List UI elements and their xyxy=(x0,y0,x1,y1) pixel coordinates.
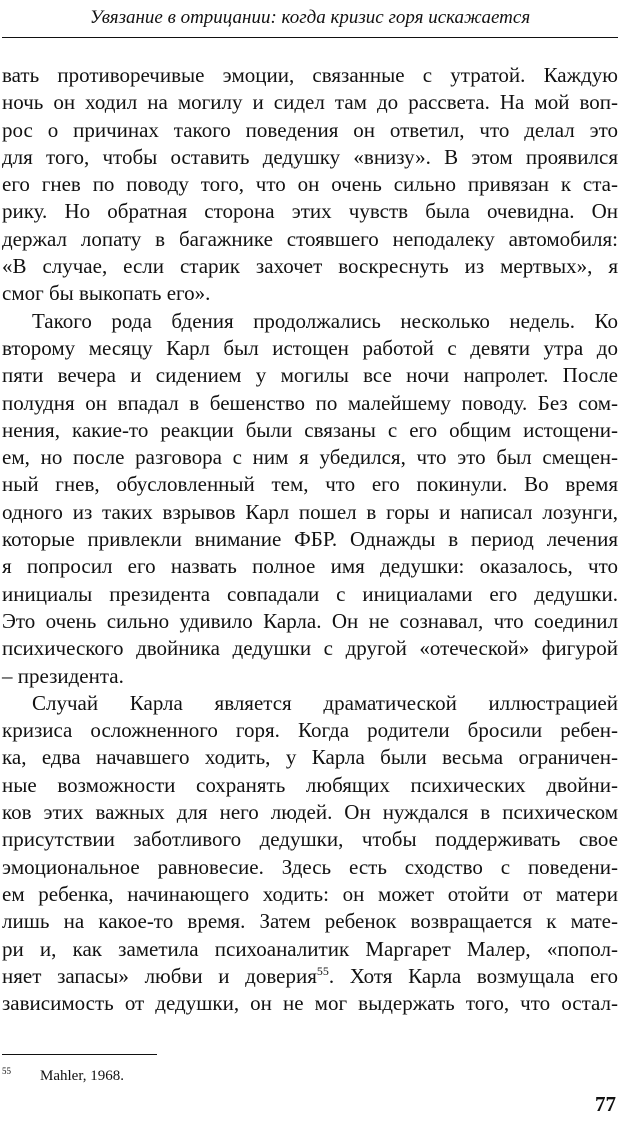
text-line-with-note xyxy=(2,963,618,990)
text-line: психического двойника дедушки с другой «отеческой» фигурой xyxy=(2,636,618,661)
text-line: второму месяцу Карл был истощен работой с девяти утра до xyxy=(2,335,618,360)
text-line: ные возможности сохранять любящих психических двойни- xyxy=(2,772,618,797)
text-line: я попросил его назвать полное имя дедушки: оказалось, что xyxy=(2,554,618,579)
text-line: рос о причинах такого поведения он ответил, что делал это xyxy=(2,117,618,142)
text-line: которые привлекли внимание ФБР. Однажды в период лечения xyxy=(2,527,618,552)
text-fragment: . Хотя Карла возмущала его xyxy=(328,963,618,988)
text-line: полудня он впадал в бешенство по малейшему поводу. Без сом- xyxy=(2,390,618,415)
text-line: рику. Но обратная сторона этих чувств была очевидна. Он xyxy=(2,199,618,224)
text-line: ков этих важных для него людей. Он нуждался в психическом xyxy=(2,800,618,825)
text-line: пяти вечера и сидением у могилы все ночи напролет. После xyxy=(2,363,618,388)
text-line: лишь на какое-то время. Затем ребенок возвращается к мате- xyxy=(2,909,618,934)
text-line: ка, едва начавшего ходить, у Карла были весьма ограничен- xyxy=(2,745,618,770)
text-line: одного из таких взрывов Карл пошел в горы и написал лозунги, xyxy=(2,499,618,524)
text-line: зависимость от дедушки, он не мог выдержать того, что остал- xyxy=(2,991,618,1016)
running-head: Увязание в отрицании: когда кризис горя искажается xyxy=(89,7,531,28)
text-line: эмоциональное равновесие. Здесь есть сходство с поведени- xyxy=(2,854,618,879)
footnote-reference[interactable]: 55 xyxy=(316,963,329,978)
text-line: держал лопату в багажнике стоявшего неподалеку автомобиля: xyxy=(2,226,618,251)
text-line: его гнев по поводу того, что он очень сильно привязан к ста- xyxy=(2,172,618,197)
text-line: ем ребенка, начинающего ходить: он может отойти от матери xyxy=(2,881,618,906)
text-line: присутствии заботливого дедушки, чтобы поддерживать свое xyxy=(2,827,618,852)
header-rule xyxy=(2,37,618,38)
text-line: – президента. xyxy=(2,663,124,688)
text-fragment: няет запасы» любви и доверия xyxy=(2,963,317,988)
text-line: смог бы выкопать его». xyxy=(2,281,211,306)
text-line: для того, чтобы оставить дедушку «внизу». В этом проявился xyxy=(2,144,618,169)
text-line: ночь он ходил на могилу и сидел там до рассвета. На мой воп- xyxy=(2,90,618,115)
text-line: инициалы президента совпадали с инициалами его дедушки. xyxy=(2,581,618,606)
text-line: Случай Карла является драматической иллюстрацией xyxy=(32,690,618,715)
footnote-rule xyxy=(2,1054,157,1055)
footnote: 55 Mahler, 1968. xyxy=(2,1066,124,1084)
text-line: Это очень сильно удивило Карла. Он не сознавал, что соединил xyxy=(2,608,618,633)
footnote-text: Mahler, 1968. xyxy=(40,1068,124,1084)
text-line: нения, какие-то реакции были связаны с его общим истощени- xyxy=(2,417,618,442)
text-line: ный гнев, обусловленный тем, что его покинули. Во время xyxy=(2,472,618,497)
text-line: кризиса осложненного горя. Когда родители бросили ребен- xyxy=(2,718,618,743)
body-text xyxy=(2,62,618,1017)
text-line: вать противоречивые эмоции, связанные с утратой. Каждую xyxy=(2,63,618,87)
text-line: Такого рода бдения продолжались несколько недель. Ко xyxy=(32,308,618,333)
page-number: 77 xyxy=(595,1092,616,1116)
text-line: ри и, как заметила психоаналитик Маргарет Малер, «попол- xyxy=(2,936,618,961)
text-line: «В случае, если старик захочет воскреснуть из мертвых», я xyxy=(2,254,618,279)
text-line: ем, но после разговора с ним я убедился, что это был смещен- xyxy=(2,445,618,470)
